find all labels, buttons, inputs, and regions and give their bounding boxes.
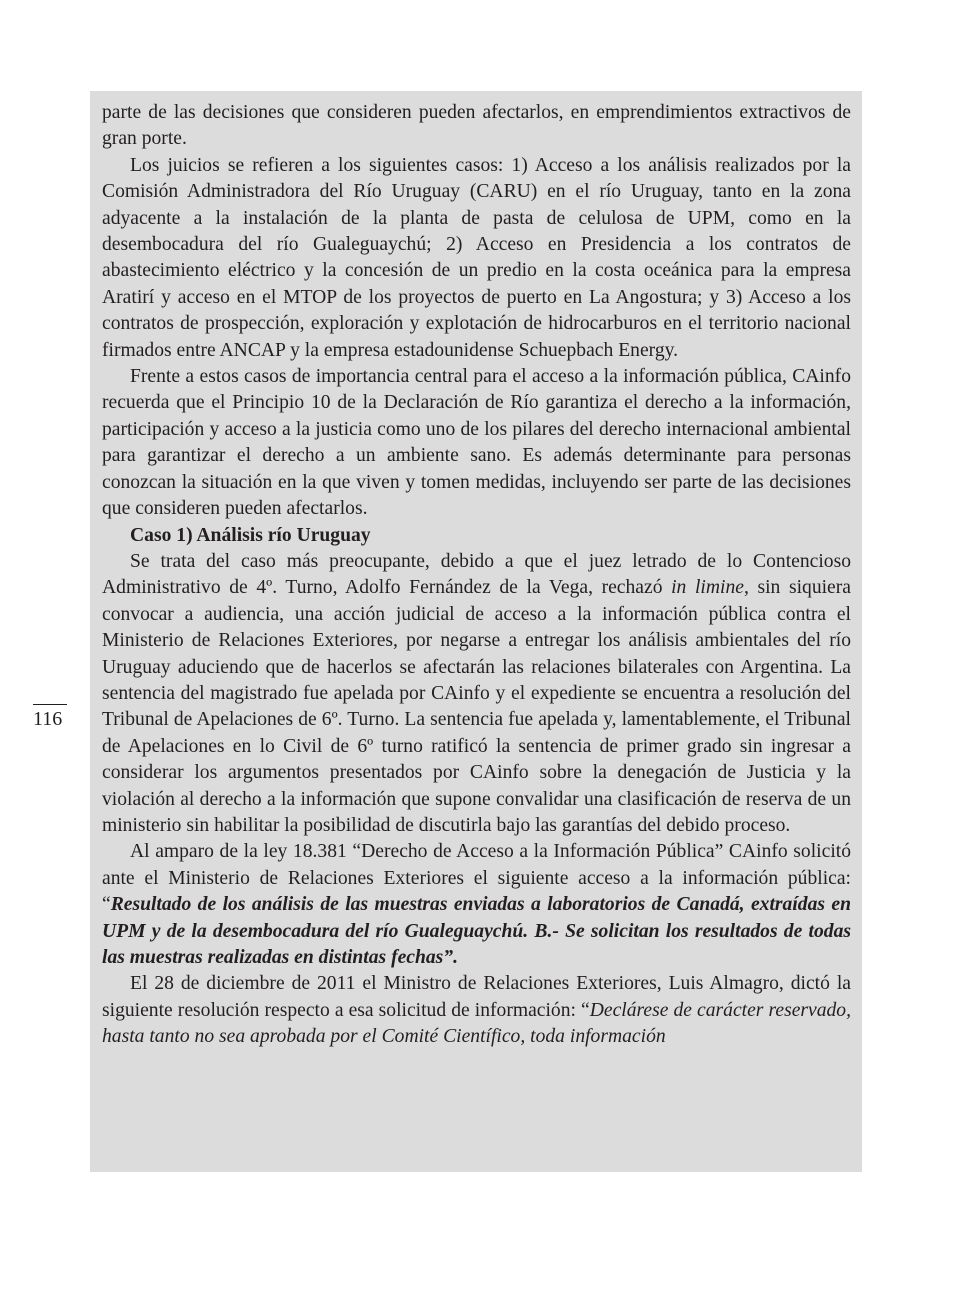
case-1-italic-term: in limine [671, 577, 744, 599]
paragraph-principle-10: Frente a estos casos de importancia central para el acceso a la información pública, CAinfo recuerda que el Principio 10 de la Declaración de Río garantiza el derecho a la información, participación y acceso a la justicia como uno de los pilares del derecho internacional ambiental para garantizar el derecho a un ambiente sano. Es además determinante para personas conozcan la situación en la que viven y tomen medidas, incluyendo ser parte de las decisiones que consideren pueden afectarlos. [102, 366, 851, 520]
body-text-column [102, 100, 851, 1051]
page-number: 116 [33, 708, 63, 730]
section-heading: Caso 1) Análisis río Uruguay [130, 524, 371, 546]
case-1-text-b: , sin siquiera convocar a audiencia, una acción judicial de acceso a la información pública contra el Ministerio de Relaciones Exteriores, por negarse a entregar los análisis ambientales del río Uruguay aduciendo que de hacerlos se afectarán las relaciones bilaterales con Argentina. La sentencia del magistrado fue apelada por CAinfo y el expediente se encuentra a resolución del Tribunal de Apelaciones de 6º. Turno. La sentencia fue apelada y, lamentablemente, el Tribunal de Apelaciones en lo Civil de 6º turno ratificó la sentencia de primer grado sin ingresar a considerar los argumentos presentados por CAinfo sobre la denegación de Justicia y la violación al derecho a la información que supone convalidar una clasificación de reserva de un ministerio sin habilitar la posibilidad de discutirla bajo las garantías del debido proceso. [102, 577, 851, 836]
page-number-rule [33, 704, 67, 705]
paragraph-case-1 [102, 549, 851, 839]
request-text: Al amparo de la ley 18.381 “Derecho de Acceso a la Información Pública” CAinfo solicitó ante el Ministerio de Relaciones Exteriores el siguiente acceso a la información pública: “ [102, 841, 851, 916]
resolution-text: El 28 de diciembre de 2011 el Ministro de Relaciones Exteriores, Luis Almagro, dictó la siguiente resolución respecto a esa solicitud de información: “ [102, 973, 851, 1021]
paragraph-request [102, 839, 851, 971]
paragraph-continuation: parte de las decisiones que consideren pueden afectarlos, en emprendimientos extractivos de gran porte. [102, 102, 851, 150]
case-1-text-a: Se trata del caso más preocupante, debido a que el juez letrado de lo Contencioso Administrativo de 4º. Turno, Adolfo Fernández de la Vega, rechazó [102, 550, 851, 599]
request-quote: Resultado de los análisis de las muestras enviadas a laboratorios de Canadá, extraídas en UPM y de la desembocadura del río Gualeguaychú. B.- Se solicitan los resultados de todas las muestras realizadas en distintas fechas”. [102, 894, 851, 968]
resolution-quote: Declárese de carácter reservado, hasta tanto no sea aprobada por el Comité Científico, toda información [102, 999, 851, 1048]
paragraph-cases: Los juicios se refieren a los siguientes casos: 1) Acceso a los análisis realizados por la Comisión Administradora del Río Uruguay (CARU) en el río Uruguay, tanto en la zona adyacente a la instalación de la planta de pasta de celulosa de UPM, como en la desembocadura del río Gualeguaychú; 2) Acceso en Presidencia a los contratos de abastecimiento eléctrico y la concesión de un predio en la costa oceánica para la empresa Aratirí y acceso en el MTOP de los proyectos de puerto en La Angostura; y 3) Acceso a los contratos de prospección, exploración y explotación de hidrocarburos en el territorio nacional firmados entre ANCAP y la empresa estadounidense Schuepbach Energy. [102, 154, 851, 361]
paragraph-resolution [102, 971, 851, 1050]
